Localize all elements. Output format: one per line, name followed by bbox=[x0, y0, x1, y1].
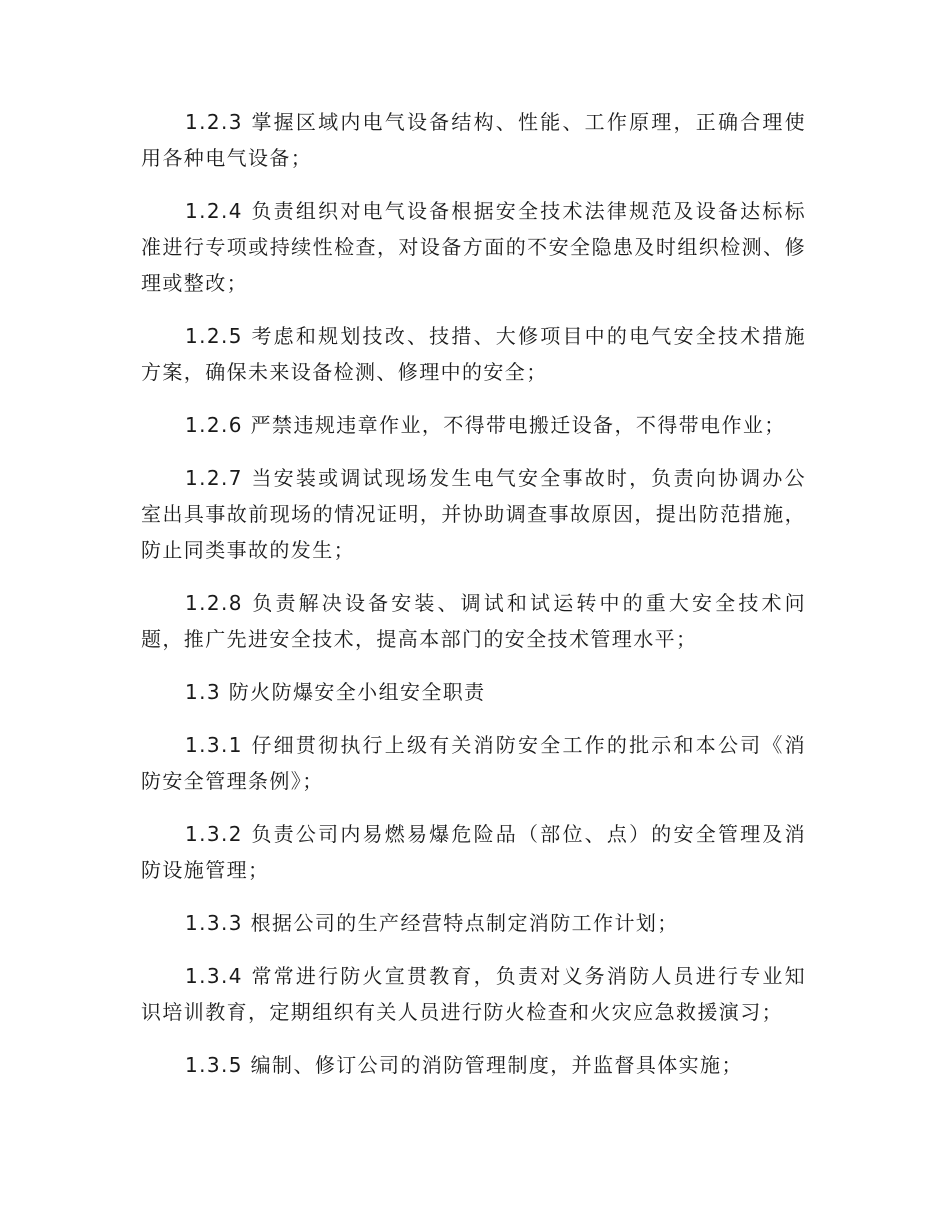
clause-1-2-3: 1.2.3 掌握区域内电气设备结构、性能、工作原理，正确合理使用各种电气设备； bbox=[141, 110, 806, 170]
section-heading-1-3: 1.3 防火防爆安全小组安全职责 bbox=[185, 680, 486, 704]
clause-1-3-1: 1.3.1 仔细贯彻执行上级有关消防安全工作的批示和本公司《消防安全管理条例》； bbox=[141, 733, 806, 793]
clause-1-2-7: 1.2.7 当安装或调试现场发生电气安全事故时，负责向协调办公室出具事故前现场的情况证明，并协助调查事故原因，提出防范措施，防止同类事故的发生； bbox=[141, 466, 806, 562]
document-page bbox=[141, 104, 806, 1100]
clause-1-2-6: 1.2.6 严禁违规违章作业，不得带电搬迁设备，不得带电作业； bbox=[185, 413, 786, 437]
clause-1-3-5: 1.3.5 编制、修订公司的消防管理制度，并监督具体实施； bbox=[185, 1053, 743, 1077]
clause-1-2-8: 1.2.8 负责解决设备安装、调试和试运转中的重大安全技术问题，推广先进安全技术，提高本部门的安全技术管理水平； bbox=[141, 591, 806, 651]
clause-1-3-3: 1.3.3 根据公司的生产经营特点制定消防工作计划； bbox=[185, 911, 679, 935]
clause-1-2-4: 1.2.4 负责组织对电气设备根据安全技术法律规范及设备达标标准进行专项或持续性检查，对设备方面的不安全隐患及时组织检测、修理或整改； bbox=[141, 199, 806, 295]
clause-1-2-5: 1.2.5 考虑和规划技改、技措、大修项目中的电气安全技术措施方案，确保未来设备检测、修理中的安全； bbox=[141, 324, 806, 384]
clause-1-3-4: 1.3.4 常常进行防火宣贯教育，负责对义务消防人员进行专业知识培训教育，定期组织有关人员进行防火检查和火灾应急救援演习； bbox=[141, 964, 806, 1024]
clause-1-3-2: 1.3.2 负责公司内易燃易爆危险品（部位、点）的安全管理及消防设施管理； bbox=[141, 822, 806, 882]
